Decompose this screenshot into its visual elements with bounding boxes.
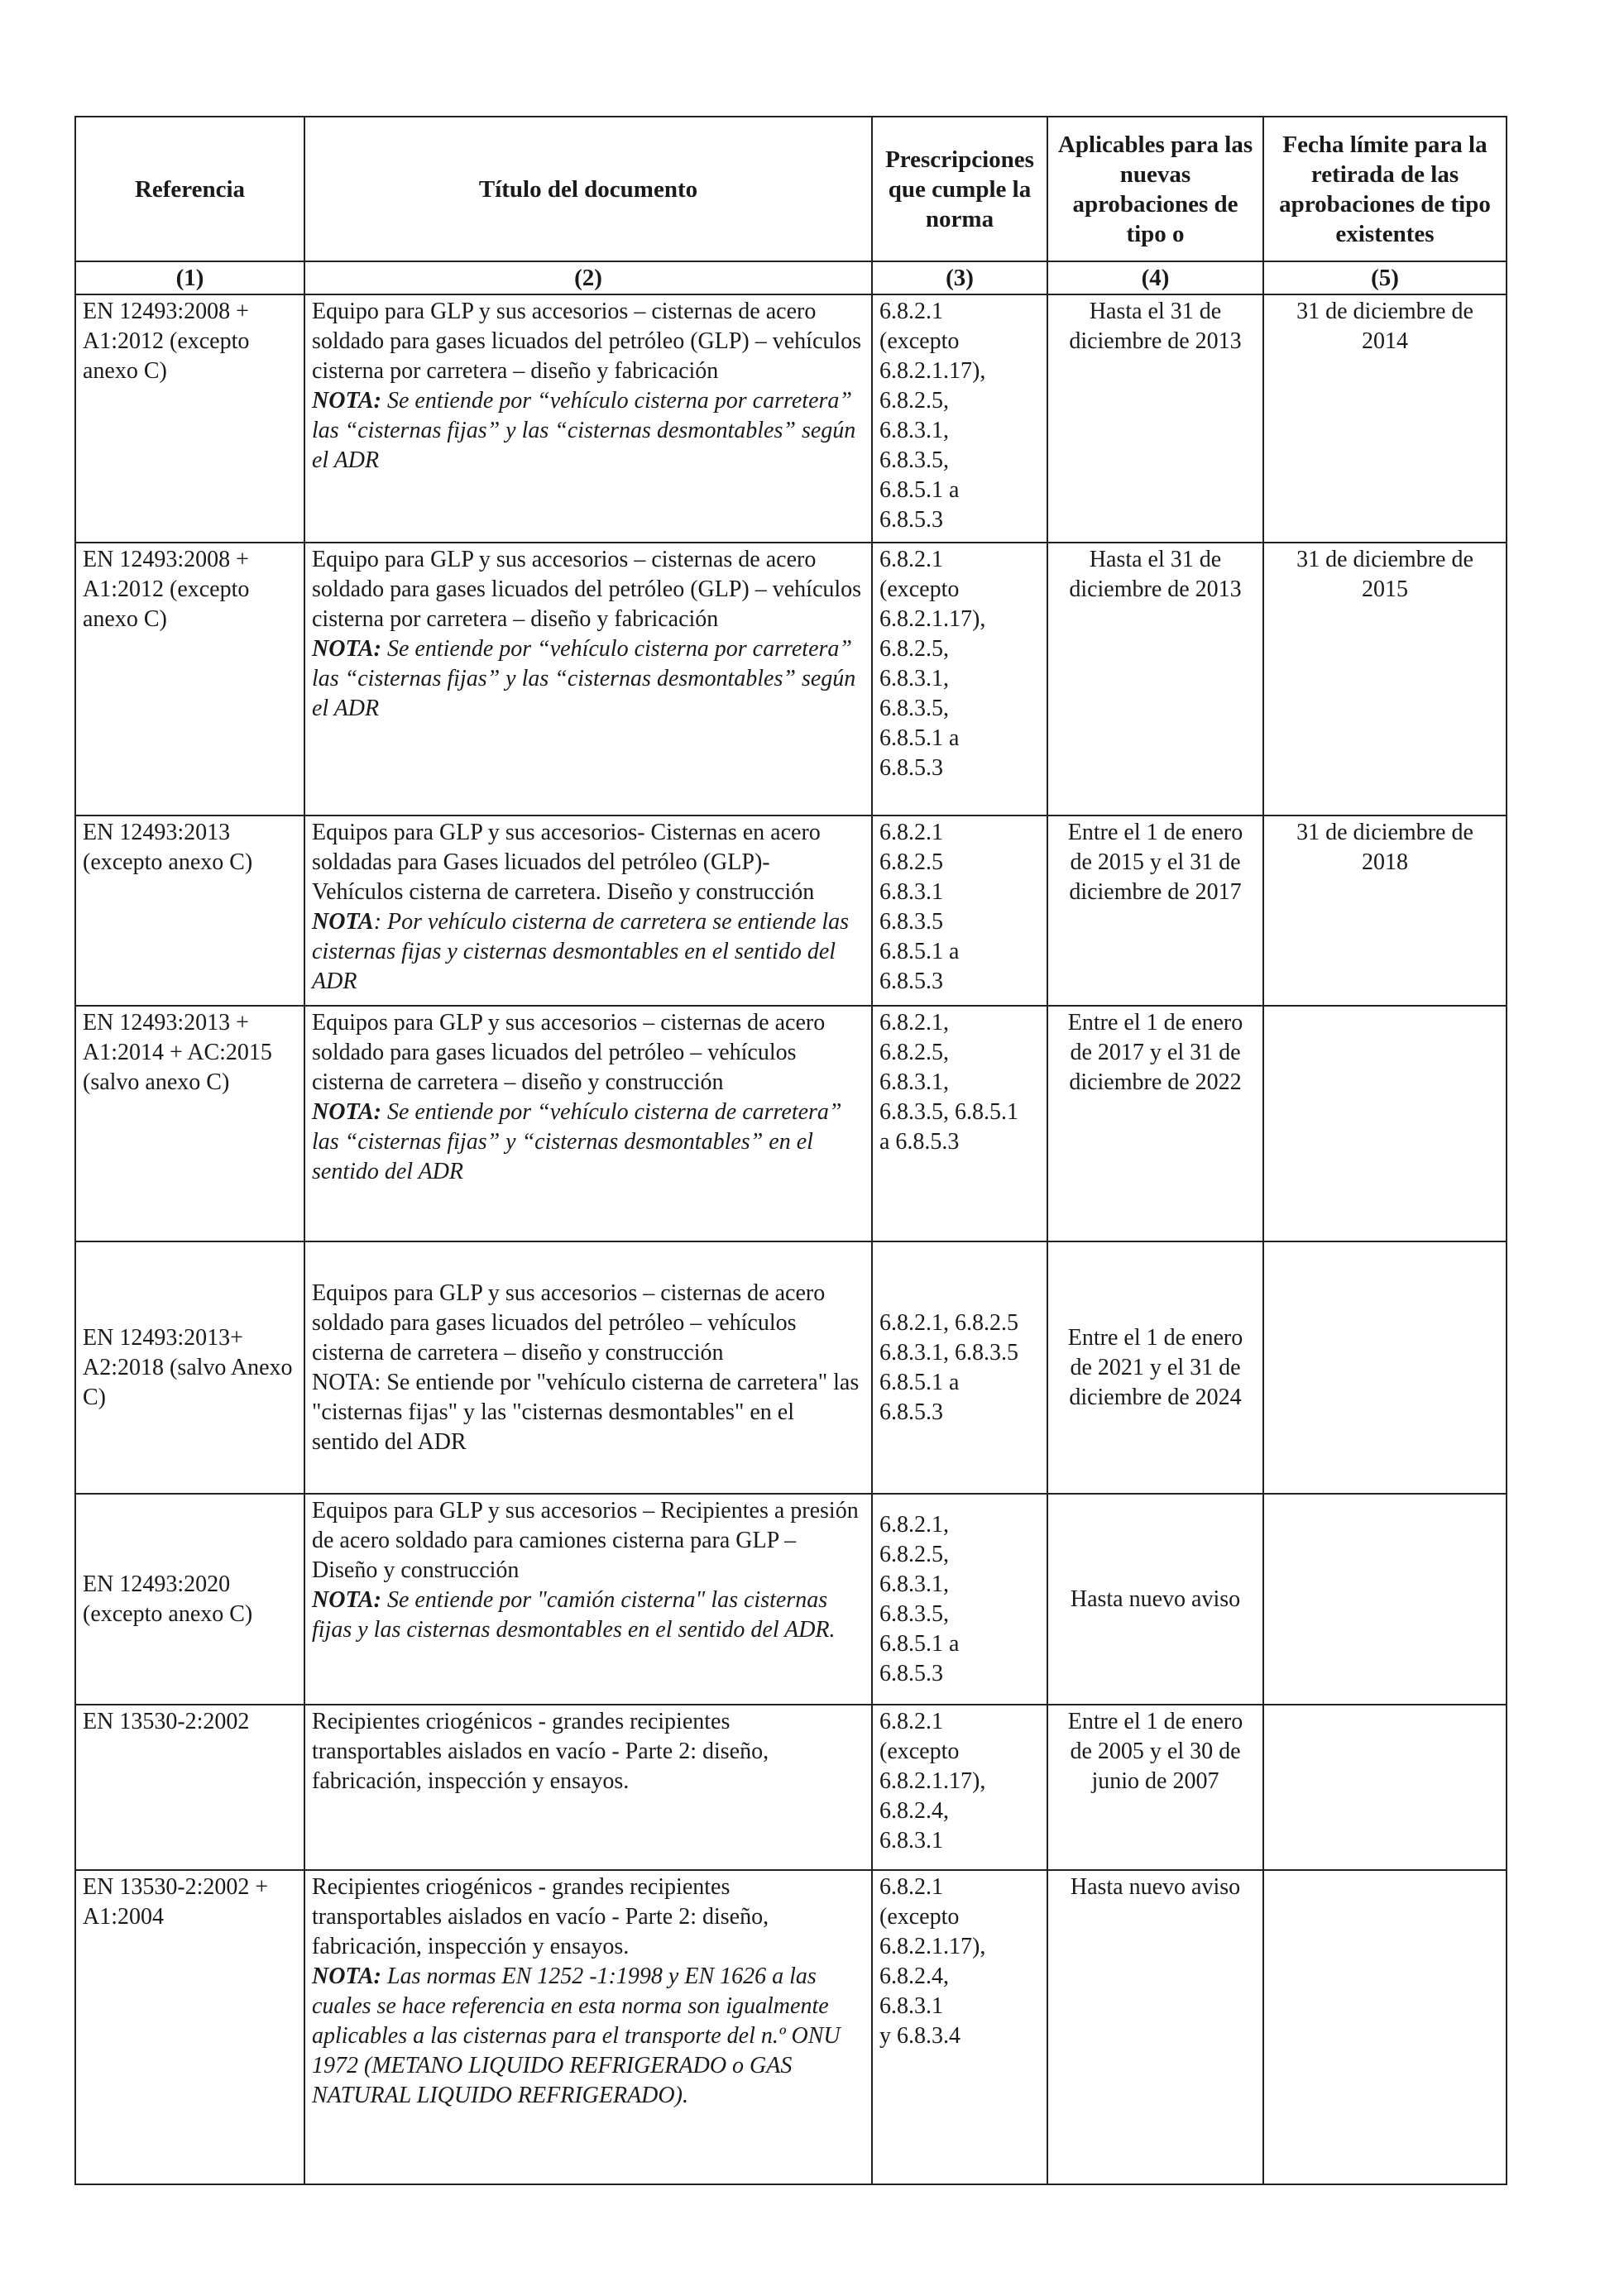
reference-cell: EN 12493:2008 + A1:2012 (excepto anexo C) [75, 294, 304, 543]
reference-cell: EN 12493:2008 + A1:2012 (excepto anexo C) [75, 543, 304, 816]
applicable-cell: Entre el 1 de enero de 2021 y el 31 de diciembre de 2024 [1047, 1241, 1263, 1494]
applicable-cell: Hasta nuevo aviso [1047, 1494, 1263, 1705]
title-cell [304, 816, 872, 1006]
prescriptions-cell: 6.8.2.1 (excepto 6.8.2.1.17), 6.8.2.5, 6.8.3.1, 6.8.3.5, 6.8.5.1 a 6.8.5.3 [872, 543, 1047, 816]
title-text: Equipo para GLP y sus accesorios – cisternas de acero soldado para gases licuados del petróleo (GLP) – vehículos cisterna por carretera – diseño y fabricación [312, 547, 862, 632]
note-label: NOTA [312, 909, 374, 935]
applicable-cell: Entre el 1 de enero de 2017 y el 31 de diciembre de 2022 [1047, 1006, 1263, 1241]
deadline-cell [1263, 1870, 1507, 2184]
prescriptions-cell: 6.8.2.1, 6.8.2.5, 6.8.3.1, 6.8.3.5, 6.8.5.1 a 6.8.5.3 [872, 1006, 1047, 1241]
deadline-cell [1263, 1494, 1507, 1705]
header-row [75, 117, 1507, 261]
table-row [75, 1705, 1507, 1870]
table-row [75, 1006, 1507, 1241]
table-row [75, 816, 1507, 1006]
note-label: NOTA: [312, 1587, 381, 1613]
reference-cell: EN 13530-2:2002 [75, 1705, 304, 1870]
table-row [75, 1494, 1507, 1705]
note-label: NOTA: [312, 1964, 381, 1989]
title-text: Equipos para GLP y sus accesorios – cisternas de acero soldado para gases licuados del petróleo – vehículos cisterna de carretera – diseño y construcción [312, 1280, 826, 1366]
header-referencia: Referencia [75, 117, 304, 261]
prescriptions-cell: 6.8.2.1 6.8.2.5 6.8.3.1 6.8.3.5 6.8.5.1 a 6.8.5.3 [872, 816, 1047, 1006]
reference-cell: EN 12493:2013 (excepto anexo C) [75, 816, 304, 1006]
column-number: (3) [872, 261, 1047, 294]
table-row [75, 294, 1507, 543]
reference-cell: EN 12493:2013+ A2:2018 (salvo Anexo C) [75, 1241, 304, 1494]
title-cell [304, 1006, 872, 1241]
note-label: NOTA: [312, 1369, 381, 1395]
note-text: Se entiende por “vehículo cisterna por carretera” las “cisternas fijas” y las “cisternas desmontables” según el ADR [312, 636, 856, 721]
title-cell [304, 543, 872, 816]
title-text: Equipos para GLP y sus accesorios – Recipientes a presión de acero soldado para camiones cisterna para GLP – Diseño y construcción [312, 1498, 859, 1583]
title-cell [304, 1241, 872, 1494]
header-fecha-limite: Fecha límite para la retirada de las aprobaciones de tipo existentes [1263, 117, 1507, 261]
prescriptions-cell: 6.8.2.1 (excepto 6.8.2.1.17), 6.8.2.5, 6.8.3.1, 6.8.3.5, 6.8.5.1 a 6.8.5.3 [872, 294, 1047, 543]
title-text: Recipientes criogénicos - grandes recipientes transportables aislados en vacío - Parte 2: diseño, fabricación, inspección y ensayos. [312, 1874, 769, 1959]
title-cell [304, 1705, 872, 1870]
deadline-cell: 31 de diciembre de 2014 [1263, 294, 1507, 543]
note-text: Se entiende por “vehículo cisterna por carretera” las “cisternas fijas” y las “cisternas desmontables” según el ADR [312, 388, 856, 473]
note-label: NOTA: [312, 388, 381, 414]
applicable-cell: Hasta el 31 de diciembre de 2013 [1047, 543, 1263, 816]
deadline-cell [1263, 1241, 1507, 1494]
title-text: Recipientes criogénicos - grandes recipientes transportables aislados en vacío - Parte 2: diseño, fabricación, inspección y ensayos. [312, 1709, 769, 1794]
table-row [75, 543, 1507, 816]
applicable-cell: Hasta el 31 de diciembre de 2013 [1047, 294, 1263, 543]
prescriptions-cell: 6.8.2.1, 6.8.2.5 6.8.3.1, 6.8.3.5 6.8.5.1 a 6.8.5.3 [872, 1241, 1047, 1494]
deadline-cell [1263, 1006, 1507, 1241]
prescriptions-cell: 6.8.2.1 (excepto 6.8.2.1.17), 6.8.2.4, 6.8.3.1 y 6.8.3.4 [872, 1870, 1047, 2184]
title-text: Equipo para GLP y sus accesorios – cisternas de acero soldado para gases licuados del petróleo (GLP) – vehículos cisterna por carretera – diseño y fabricación [312, 299, 862, 384]
column-number: (2) [304, 261, 872, 294]
reference-cell: EN 13530-2:2002 + A1:2004 [75, 1870, 304, 2184]
title-cell [304, 1494, 872, 1705]
title-text: Equipos para GLP y sus accesorios- Cisternas en acero soldadas para Gases licuados del petróleo (GLP)- Vehículos cisterna de carretera. Diseño y construcción [312, 820, 821, 905]
deadline-cell: 31 de diciembre de 2018 [1263, 816, 1507, 1006]
deadline-cell: 31 de diciembre de 2015 [1263, 543, 1507, 816]
note-text: Se entiende por "vehículo cisterna de carretera" las "cisternas fijas" y las "cisternas desmontables" en el sentido del ADR [312, 1369, 860, 1455]
column-number-row [75, 261, 1507, 294]
column-number: (5) [1263, 261, 1507, 294]
header-aplicables: Aplicables para las nuevas aprobaciones de tipo o [1047, 117, 1263, 261]
reference-cell: EN 12493:2020 (excepto anexo C) [75, 1494, 304, 1705]
title-text: Equipos para GLP y sus accesorios – cisternas de acero soldado para gases licuados del petróleo – vehículos cisterna de carretera – diseño y construcción [312, 1010, 826, 1095]
note-text: Se entiende por “vehículo cisterna de carretera” las “cisternas fijas” y “cisternas desmontables” en el sentido del ADR [312, 1099, 842, 1184]
note-label: NOTA: [312, 1099, 381, 1125]
reference-cell: EN 12493:2013 + A1:2014 + AC:2015 (salvo anexo C) [75, 1006, 304, 1241]
title-cell [304, 1870, 872, 2184]
applicable-cell: Hasta nuevo aviso [1047, 1870, 1263, 2184]
deadline-cell [1263, 1705, 1507, 1870]
column-number: (4) [1047, 261, 1263, 294]
applicable-cell: Entre el 1 de enero de 2005 y el 30 de junio de 2007 [1047, 1705, 1263, 1870]
note-text: : Por vehículo cisterna de carretera se entiende las cisternas fijas y cisternas desmontables en el sentido del ADR [312, 909, 850, 994]
note-text: Las normas EN 1252 -1:1998 y EN 1626 a las cuales se hace referencia en esta norma son igualmente aplicables a las cisternas para el transporte del n.º ONU 1972 (METANO LIQUIDO REFRIGERADO o GAS NATURAL LIQUIDO REFRIGERADO). [312, 1964, 841, 2108]
table-row [75, 1870, 1507, 2184]
title-cell [304, 294, 872, 543]
applicable-cell: Entre el 1 de enero de 2015 y el 31 de diciembre de 2017 [1047, 816, 1263, 1006]
table-row [75, 1241, 1507, 1494]
prescriptions-cell: 6.8.2.1 (excepto 6.8.2.1.17), 6.8.2.4, 6.8.3.1 [872, 1705, 1047, 1870]
note-text: Se entiende por "camión cisterna" las cisternas fijas y las cisternas desmontables en el sentido del ADR. [312, 1587, 836, 1643]
standards-table [74, 116, 1507, 2185]
prescriptions-cell: 6.8.2.1, 6.8.2.5, 6.8.3.1, 6.8.3.5, 6.8.5.1 a 6.8.5.3 [872, 1494, 1047, 1705]
header-prescripciones: Prescripciones que cumple la norma [872, 117, 1047, 261]
header-titulo: Título del documento [304, 117, 872, 261]
column-number: (1) [75, 261, 304, 294]
note-label: NOTA: [312, 636, 381, 662]
